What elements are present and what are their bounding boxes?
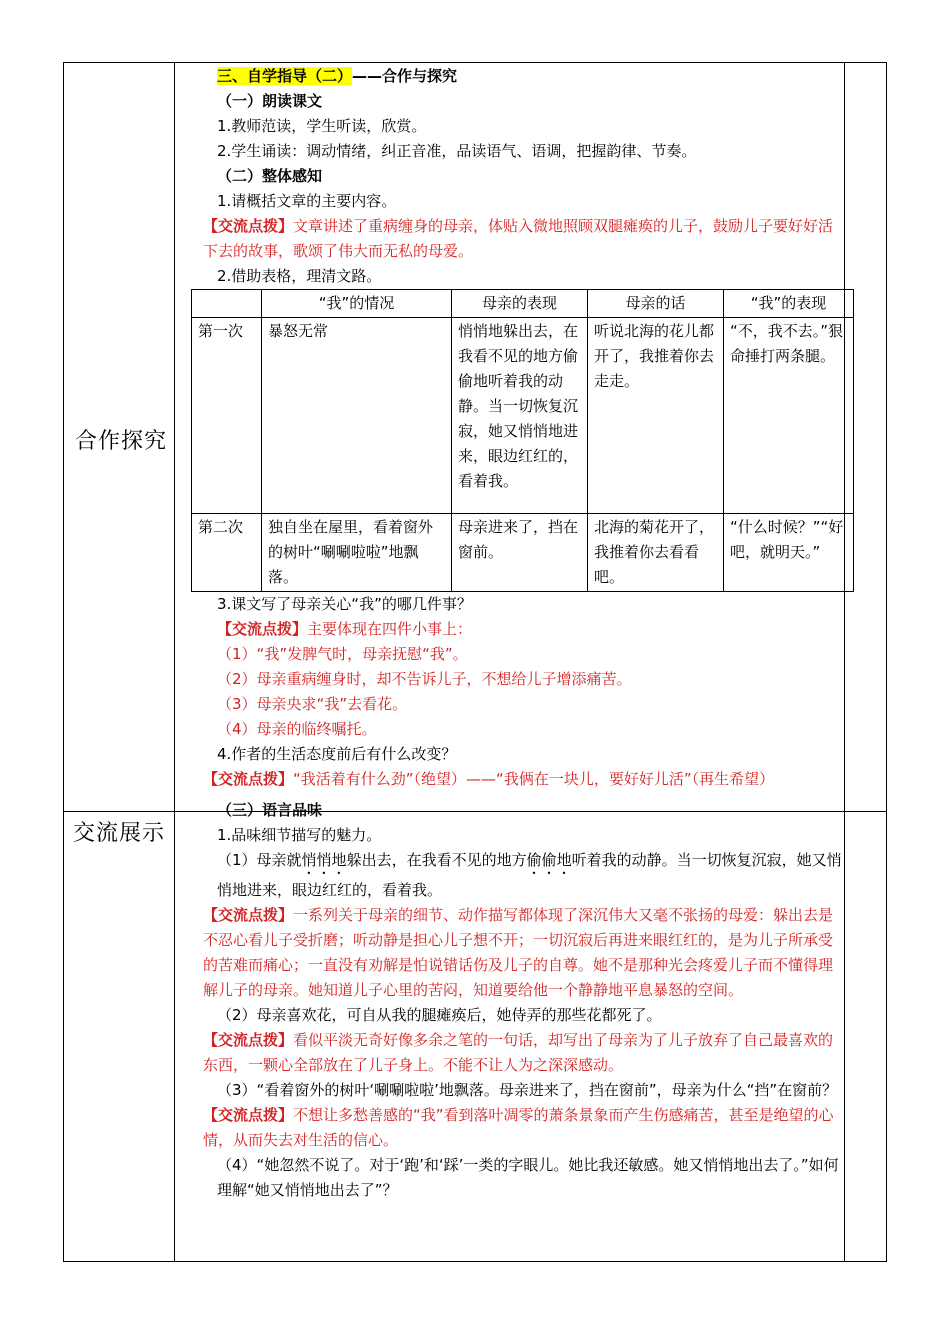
answer-e3-text: 不想让多愁善感的“我”看到落叶凋零的萧条景象而产生伤感痛苦，甚至是绝望的心情，从而失去对生活的信心。 [203, 1106, 834, 1149]
table-cell: 北海的菊花开了，我推着你去看看吧。 [588, 514, 724, 592]
table-cell: 独自坐在屋里，看着窗外的树叶“唰唰啦啦”地飘落。 [262, 514, 452, 592]
exchange-tag: 【交流点拨】 [203, 906, 294, 924]
outer-left-border [63, 62, 64, 1262]
section-label-cooperate: 合作探究 [75, 429, 168, 454]
answer-4-text: “我活着有什么劲”（绝望）——“我俩在一块儿，要好好儿活”（再生希望） [293, 770, 775, 788]
exchange-tag: 【交流点拨】 [203, 1031, 294, 1049]
example-1-text: 听着我的动静。当一切恢复沉寂，她又悄悄地进来，眼边红红的，看着我。 [217, 851, 842, 899]
analysis-table [191, 289, 854, 592]
answer-1-text: 文章讲述了重病缠身的母亲，体贴入微地照顾双腿瘫痪的儿子，鼓励儿子要好好活下去的故事，歌颂了伟大而无私的母爱。 [203, 217, 834, 260]
question-4: 4.作者的生活态度前后有什么改变？ [217, 745, 457, 763]
answer-3-item-4: （4）母亲的临终嘱托。 [217, 720, 377, 738]
table-row [192, 514, 854, 592]
reading-item-2: 2.学生诵读：调动情绪，纠正音准，品读语气、语调，把握韵律、节奏。 [217, 142, 697, 160]
answer-3-item-1: （1）“我”发脾气时，母亲抚慰“我”。 [217, 645, 468, 663]
table-header-cell: 母亲的表现 [452, 290, 588, 318]
table-header-cell [192, 290, 262, 318]
example-3: （3）“看着窗外的树叶‘唰唰啦啦’地飘落。母亲进来了，挡在窗前”，母亲为什么“挡”在窗前？ [217, 1081, 838, 1099]
exchange-tag: 【交流点拨】 [203, 217, 294, 235]
question-2: 2.借助表格，理清文路。 [217, 267, 382, 285]
outer-top-border [63, 62, 887, 63]
table-header-cell: “我”的情况 [262, 290, 452, 318]
answer-3 [183, 617, 843, 642]
table-header-row [192, 290, 854, 318]
main-content [183, 64, 843, 1203]
answer-e2 [183, 1028, 843, 1078]
exchange-tag: 【交流点拨】 [217, 620, 308, 638]
answer-4 [183, 767, 843, 792]
table-cell: 第一次 [192, 318, 262, 514]
example-1-emphasis: 偷偷地 [526, 851, 572, 869]
exchange-tag: 【交流点拨】 [203, 1106, 294, 1124]
table-cell: “什么时候？”“好吧，就明天。” [724, 514, 854, 592]
table-header-cell: 母亲的话 [588, 290, 724, 318]
part-heading-highlight: 三、自学指导（二） [217, 67, 353, 85]
table-cell: 暴怒无常 [262, 318, 452, 514]
table-cell: 听说北海的花儿都开了，我推着你去走走。 [588, 318, 724, 514]
table-header-cell: “我”的表现 [724, 290, 854, 318]
outer-bottom-border [63, 1261, 887, 1262]
column-divider-left [174, 62, 175, 1262]
table-cell: 母亲进来了，挡在窗前。 [452, 514, 588, 592]
subheading-reading: （一）朗读课文 [217, 92, 323, 110]
example-1-text: （1）母亲就 [217, 851, 302, 869]
subheading-language: （三）语言品味 [217, 801, 323, 819]
subheading-overall: （二）整体感知 [217, 167, 323, 185]
answer-e1 [183, 903, 843, 1003]
table-cell: “不，我不去。”狠命捶打两条腿。 [724, 318, 854, 514]
answer-3-item-3: （3）母亲央求“我”去看花。 [217, 695, 408, 713]
example-1-emphasis: 悄悄地 [301, 851, 347, 869]
table-cell: 悄悄地躲出去，在我看不见的地方偷偷地听着我的动静。当一切恢复沉寂，她又悄悄地进来，眼边红红的，看着我。 [452, 318, 588, 514]
example-1 [183, 848, 843, 903]
table-cell: 第二次 [192, 514, 262, 592]
answer-e2-text: 看似平淡无奇好像多余之笔的一句话，却写出了母亲为了儿子放弃了自己最喜欢的东西，一颗心全部放在了儿子身上。不能不让人为之深深感动。 [203, 1031, 834, 1074]
part-heading [183, 64, 843, 89]
column-divider-right [844, 62, 845, 1262]
reading-item-1: 1.教师范读，学生听读，欣赏。 [217, 117, 427, 135]
answer-1 [183, 214, 843, 264]
answer-e3 [183, 1103, 843, 1153]
question-1: 1.请概括文章的主要内容。 [217, 192, 397, 210]
answer-e1-text: 一系列关于母亲的细节、动作描写都体现了深沉伟大又毫不张扬的母爱：躲出去是不忍心看儿子受折磨；听动静是担心儿子想不开；一切沉寂后再进来眼红红的，是为儿子所承受的苦难而痛心；一直没有劝解是怕说错话伤及儿子的自尊。她不是那种光会疼爱儿子而不懂得理解儿子的母亲。她知道儿子心里的苦闷，知道要给他一个静静地平息暴怒的空间。 [203, 906, 834, 999]
example-1-text: 躲出去，在我看不见的地方 [346, 851, 527, 869]
exchange-tag: 【交流点拨】 [203, 770, 294, 788]
section-label-exchange: 交流展示 [73, 821, 166, 846]
answer-3-item-2: （2）母亲重病缠身时，却不告诉儿子，不想给儿子增添痛苦。 [217, 670, 632, 688]
point-1: 1.品味细节描写的魅力。 [217, 826, 382, 844]
outer-right-border [886, 62, 887, 1262]
example-4: （4）“她忽然不说了。对于‘跑’和‘踩’一类的字眼儿。她比我还敏感。她又悄悄地出去了。”如何理解“她又悄悄地出去了”？ [217, 1156, 839, 1199]
answer-3-text: 主要体现在四件小事上： [307, 620, 473, 638]
part-heading-suffix: ——合作与探究 [352, 67, 458, 85]
example-2: （2）母亲喜欢花，可自从我的腿瘫痪后，她侍弄的那些花都死了。 [217, 1006, 662, 1024]
table-row [192, 318, 854, 514]
question-3: 3.课文写了母亲关心“我”的哪几件事？ [217, 595, 472, 613]
